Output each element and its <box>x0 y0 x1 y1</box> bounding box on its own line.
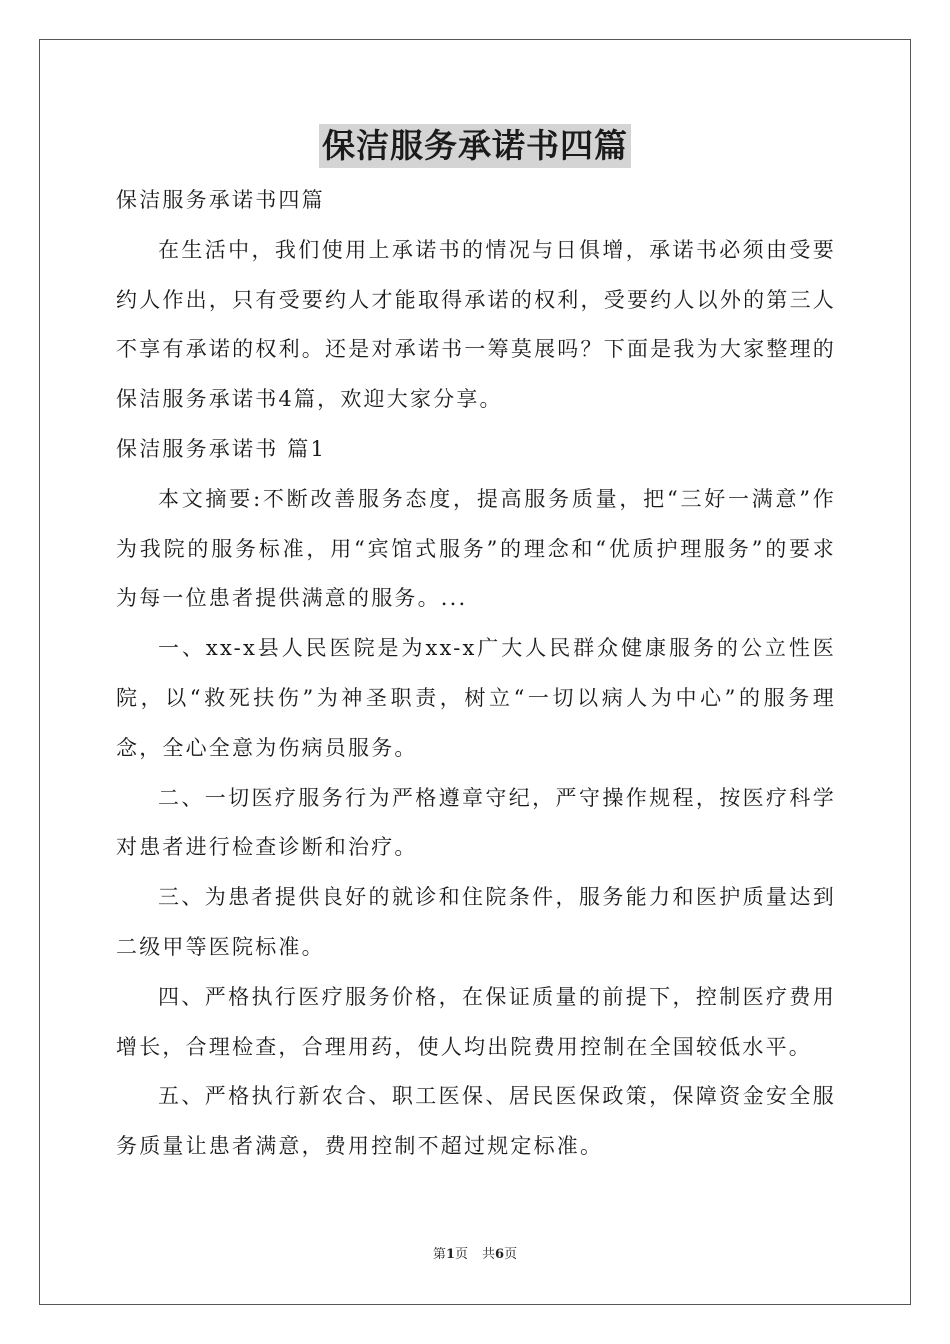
total-pages: 6 <box>495 1247 505 1262</box>
total-prefix: 共 <box>482 1247 496 1262</box>
paragraph: 保洁服务承诺书 篇1 <box>116 436 327 461</box>
page-suffix: 页 <box>454 1247 468 1262</box>
total-suffix: 页 <box>504 1247 518 1262</box>
document-title: 保洁服务承诺书四篇 <box>319 124 631 168</box>
paragraph: 保洁服务承诺书四篇 <box>116 188 325 212</box>
paragraph: 一、xx-x县人民医院是为xx-x广大人民群众健康服务的公立性医院，以“救死扶伤”为神圣职责，树立“一切以病人为中心”的服务理念，全心全意为伤病员服务。 <box>116 636 836 760</box>
paragraph: 本文摘要:不断改善服务态度，提高服务质量，把“三好一满意”作为我院的服务标准，用“宾馆式服务”的理念和“优质护理服务”的要求为每一位患者提供满意的服务。... <box>116 486 836 611</box>
paragraph: 在生活中，我们使用上承诺书的情况与日俱增，承诺书必须由受要约人作出，只有受要约人才能取得承诺的权利，受要约人以外的第三人不享有承诺的权利。还是对承诺书一筹莫展吗？下面是我为大家整理的保洁服务承诺书4篇，欢迎大家分享。 <box>116 237 836 412</box>
paragraph: 三、为患者提供良好的就诊和住院条件，服务能力和医护质量达到二级甲等医院标准。 <box>116 885 836 959</box>
paragraph: 五、严格执行新农合、职工医保、居民医保政策，保障资金安全服务质量让患者满意，费用控制不超过规定标准。 <box>116 1084 836 1159</box>
page-prefix: 第 <box>432 1247 446 1262</box>
page-footer <box>0 1246 950 1264</box>
title-area <box>0 124 950 168</box>
paragraph: 四、严格执行医疗服务价格，在保证质量的前提下，控制医疗费用增长，合理检查，合理用药，使人均出院费用控制在全国较低水平。 <box>116 984 836 1059</box>
document-body <box>116 176 836 1172</box>
paragraph: 二、一切医疗服务行为严格遵章守纪，严守操作规程，按医疗科学对患者进行检查诊断和治疗。 <box>116 785 836 860</box>
page-current: 1 <box>445 1247 455 1262</box>
